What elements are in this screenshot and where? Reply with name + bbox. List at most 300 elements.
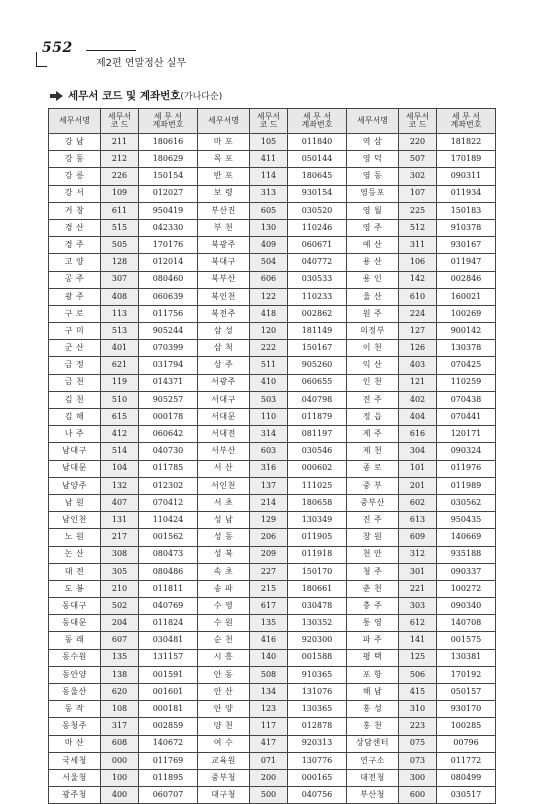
office-name-cell: 도 봉 [49, 580, 101, 597]
office-name-cell: 군 산 [49, 340, 101, 357]
office-code-cell: 121 [399, 374, 437, 391]
office-name-cell: 안 양 [198, 701, 250, 718]
office-name-cell: 남양주 [49, 477, 101, 494]
account-number-cell: 080486 [139, 563, 198, 580]
account-number-cell: 011811 [139, 580, 198, 597]
table-row [49, 134, 496, 151]
table-row [49, 288, 496, 305]
account-number-cell: 040798 [288, 391, 347, 408]
table-row [49, 580, 496, 597]
office-name-cell: 영 덕 [347, 151, 399, 168]
office-name-cell: 연구소 [347, 752, 399, 769]
table-row [49, 494, 496, 511]
account-number-cell: 011769 [139, 752, 198, 769]
office-name-cell: 통 영 [347, 615, 399, 632]
account-number-cell: 012014 [139, 254, 198, 271]
office-code-cell: 407 [101, 494, 139, 511]
office-name-cell: 상담센터 [347, 735, 399, 752]
office-code-cell: 603 [250, 443, 288, 460]
office-name-cell: 시 흥 [198, 649, 250, 666]
account-number-cell: 930154 [288, 185, 347, 202]
account-number-cell: 060655 [288, 374, 347, 391]
office-name-cell: 삼 성 [198, 323, 250, 340]
table-row [49, 546, 496, 563]
office-code-cell: 123 [250, 701, 288, 718]
account-number-cell: 910365 [288, 666, 347, 683]
office-name-cell: 울 산 [347, 288, 399, 305]
office-name-cell: 북광주 [198, 237, 250, 254]
table-row [49, 168, 496, 185]
account-number-cell: 100269 [437, 305, 496, 322]
account-number-cell: 100285 [437, 718, 496, 735]
office-code-cell: 512 [399, 219, 437, 236]
account-number-cell: 950419 [139, 202, 198, 219]
office-code-cell: 117 [250, 718, 288, 735]
account-number-cell: 900142 [437, 323, 496, 340]
office-code-cell: 510 [101, 391, 139, 408]
office-name-cell: 정 읍 [347, 409, 399, 426]
office-code-cell: 506 [399, 666, 437, 683]
office-code-cell: 513 [101, 323, 139, 340]
office-code-cell: 131 [101, 512, 139, 529]
office-code-cell: 109 [101, 185, 139, 202]
office-name-cell: 북전주 [198, 305, 250, 322]
account-number-cell: 011989 [437, 477, 496, 494]
account-number-cell: 060671 [288, 237, 347, 254]
office-code-cell: 417 [250, 735, 288, 752]
office-name-cell: 용 산 [347, 254, 399, 271]
office-name-cell: 영등포 [347, 185, 399, 202]
account-number-cell: 040730 [139, 443, 198, 460]
office-name-cell: 강 동 [49, 151, 101, 168]
office-name-cell: 강 서 [49, 185, 101, 202]
account-number-cell: 950435 [437, 512, 496, 529]
table-row [49, 684, 496, 701]
office-name-cell: 영 월 [347, 202, 399, 219]
office-code-cell: 120 [250, 323, 288, 340]
office-name-cell: 북부산 [198, 271, 250, 288]
office-code-cell: 071 [250, 752, 288, 769]
account-number-cell: 050157 [437, 684, 496, 701]
office-code-cell: 607 [101, 632, 139, 649]
office-code-cell: 225 [399, 202, 437, 219]
office-code-cell: 204 [101, 615, 139, 632]
office-name-cell: 부 천 [198, 219, 250, 236]
column-header: 세무서명 [198, 109, 250, 134]
office-code-cell: 608 [101, 735, 139, 752]
office-code-cell: 211 [101, 134, 139, 151]
office-code-cell: 129 [250, 512, 288, 529]
office-name-cell: 북대구 [198, 254, 250, 271]
account-number-cell: 070399 [139, 340, 198, 357]
office-code-cell: 125 [399, 649, 437, 666]
account-number-cell: 181149 [288, 323, 347, 340]
office-code-cell: 105 [250, 134, 288, 151]
office-name-cell: 서인천 [198, 477, 250, 494]
account-number-cell: 110424 [139, 512, 198, 529]
account-number-cell: 905244 [139, 323, 198, 340]
office-code-cell: 317 [101, 718, 139, 735]
table-row [49, 202, 496, 219]
account-number-cell: 080473 [139, 546, 198, 563]
account-number-cell: 130776 [288, 752, 347, 769]
chapter-title: 제2편 연말정산 실무 [96, 58, 186, 69]
office-code-cell: 313 [250, 185, 288, 202]
account-number-cell: 030533 [288, 271, 347, 288]
office-code-cell: 220 [399, 134, 437, 151]
office-name-cell: 논 산 [49, 546, 101, 563]
account-number-cell: 080499 [437, 769, 496, 786]
account-number-cell: 001601 [139, 684, 198, 701]
office-name-cell: 목 포 [198, 151, 250, 168]
account-number-cell: 040772 [288, 254, 347, 271]
account-number-cell: 935188 [437, 546, 496, 563]
account-number-cell: 120171 [437, 426, 496, 443]
office-name-cell: 나 주 [49, 426, 101, 443]
account-number-cell: 040756 [288, 787, 347, 804]
account-number-cell: 150183 [437, 202, 496, 219]
office-name-cell: 강 남 [49, 134, 101, 151]
table-row [49, 787, 496, 804]
office-name-cell: 속 초 [198, 563, 250, 580]
arrow-right-icon [50, 91, 64, 101]
office-code-cell: 227 [250, 563, 288, 580]
table-row [49, 426, 496, 443]
table-row [49, 254, 496, 271]
account-number-cell: 00796 [437, 735, 496, 752]
account-number-cell: 011947 [437, 254, 496, 271]
office-code-cell: 410 [250, 374, 288, 391]
account-number-cell: 030481 [139, 632, 198, 649]
account-number-cell: 011785 [139, 460, 198, 477]
office-name-cell: 용 인 [347, 271, 399, 288]
office-code-cell: 224 [399, 305, 437, 322]
office-code-cell: 130 [250, 219, 288, 236]
office-code-cell: 311 [399, 237, 437, 254]
page-header [36, 40, 516, 80]
office-code-cell: 303 [399, 598, 437, 615]
account-number-cell: 080460 [139, 271, 198, 288]
account-number-cell: 110233 [288, 288, 347, 305]
column-header: 세무서 코 드 [101, 109, 139, 134]
office-code-cell: 214 [250, 494, 288, 511]
table-row [49, 151, 496, 168]
office-name-cell: 전 주 [347, 391, 399, 408]
account-number-cell: 011756 [139, 305, 198, 322]
office-name-cell: 영 주 [347, 219, 399, 236]
table-row [49, 769, 496, 786]
account-number-cell: 131157 [139, 649, 198, 666]
table-row [49, 701, 496, 718]
account-number-cell: 090324 [437, 443, 496, 460]
office-name-cell: 중부청 [198, 769, 250, 786]
account-number-cell: 060642 [139, 426, 198, 443]
account-number-cell: 181822 [437, 134, 496, 151]
account-number-cell: 130349 [288, 512, 347, 529]
account-number-cell: 140669 [437, 529, 496, 546]
account-number-cell: 905257 [139, 391, 198, 408]
table-row [49, 529, 496, 546]
account-number-cell: 001591 [139, 666, 198, 683]
office-code-cell: 611 [101, 202, 139, 219]
account-number-cell: 014371 [139, 374, 198, 391]
office-name-cell: 마 산 [49, 735, 101, 752]
table-row [49, 237, 496, 254]
account-number-cell: 011905 [288, 529, 347, 546]
account-number-cell: 050144 [288, 151, 347, 168]
account-number-cell: 001562 [139, 529, 198, 546]
account-number-cell: 920300 [288, 632, 347, 649]
account-number-cell: 040769 [139, 598, 198, 615]
account-number-cell: 090340 [437, 598, 496, 615]
office-code-cell: 402 [399, 391, 437, 408]
table-row [49, 563, 496, 580]
account-number-cell: 070441 [437, 409, 496, 426]
table-row [49, 512, 496, 529]
office-name-cell: 대전청 [347, 769, 399, 786]
office-name-cell: 동청주 [49, 718, 101, 735]
office-code-cell: 613 [399, 512, 437, 529]
office-code-cell: 223 [399, 718, 437, 735]
office-code-cell: 301 [399, 563, 437, 580]
office-name-cell: 서 산 [198, 460, 250, 477]
account-number-cell: 070412 [139, 494, 198, 511]
office-name-cell: 삼 척 [198, 340, 250, 357]
office-code-cell: 612 [399, 615, 437, 632]
account-number-cell: 930167 [437, 237, 496, 254]
office-code-cell: 137 [250, 477, 288, 494]
office-code-cell: 222 [250, 340, 288, 357]
table-row [49, 323, 496, 340]
office-code-cell: 110 [250, 409, 288, 426]
office-code-cell: 404 [399, 409, 437, 426]
account-number-cell: 180629 [139, 151, 198, 168]
office-name-cell: 평 택 [347, 649, 399, 666]
office-code-cell: 215 [250, 580, 288, 597]
account-number-cell: 070438 [437, 391, 496, 408]
office-code-cell: 100 [101, 769, 139, 786]
account-number-cell: 011772 [437, 752, 496, 769]
account-number-cell: 930170 [437, 701, 496, 718]
office-name-cell: 동 래 [49, 632, 101, 649]
office-name-cell: 서대문 [198, 409, 250, 426]
office-name-cell: 대 전 [49, 563, 101, 580]
account-number-cell: 012878 [288, 718, 347, 735]
office-code-cell: 408 [101, 288, 139, 305]
office-code-cell: 403 [399, 357, 437, 374]
office-name-cell: 교육원 [198, 752, 250, 769]
office-name-cell: 부산진 [198, 202, 250, 219]
account-number-cell: 170176 [139, 237, 198, 254]
office-code-cell: 201 [399, 477, 437, 494]
office-name-cell: 여 수 [198, 735, 250, 752]
account-number-cell: 170189 [437, 151, 496, 168]
office-code-cell: 606 [250, 271, 288, 288]
office-name-cell: 포 항 [347, 666, 399, 683]
account-number-cell: 090337 [437, 563, 496, 580]
office-name-cell: 수 원 [198, 615, 250, 632]
account-number-cell: 110246 [288, 219, 347, 236]
office-name-cell: 순 천 [198, 632, 250, 649]
office-name-cell: 동대구 [49, 598, 101, 615]
table-body [49, 134, 496, 804]
office-name-cell: 송 파 [198, 580, 250, 597]
account-number-cell: 070425 [437, 357, 496, 374]
office-code-cell: 416 [250, 632, 288, 649]
office-code-cell: 132 [101, 477, 139, 494]
table-row [49, 649, 496, 666]
table-row [49, 185, 496, 202]
office-name-cell: 천 안 [347, 546, 399, 563]
account-number-cell: 011918 [288, 546, 347, 563]
column-header: 세 무 서 계좌번호 [139, 109, 198, 134]
account-number-cell: 000181 [139, 701, 198, 718]
office-code-cell: 412 [101, 426, 139, 443]
office-code-cell: 206 [250, 529, 288, 546]
office-name-cell: 동대문 [49, 615, 101, 632]
account-number-cell: 180616 [139, 134, 198, 151]
office-code-cell: 200 [250, 769, 288, 786]
office-name-cell: 중 부 [347, 477, 399, 494]
column-header: 세 무 서 계좌번호 [288, 109, 347, 134]
table-row [49, 305, 496, 322]
office-name-cell: 국세청 [49, 752, 101, 769]
office-code-cell: 212 [101, 151, 139, 168]
office-name-cell: 구 로 [49, 305, 101, 322]
table-header-row [49, 109, 496, 134]
office-code-cell: 312 [399, 546, 437, 563]
office-name-cell: 창 원 [347, 529, 399, 546]
account-number-cell: 011879 [288, 409, 347, 426]
office-name-cell: 홍 성 [347, 701, 399, 718]
office-code-cell: 411 [250, 151, 288, 168]
account-number-cell: 012302 [139, 477, 198, 494]
office-code-cell: 310 [399, 701, 437, 718]
office-code-cell: 514 [101, 443, 139, 460]
office-code-cell: 409 [250, 237, 288, 254]
column-header: 세무서 코 드 [250, 109, 288, 134]
account-number-cell: 140708 [437, 615, 496, 632]
office-code-cell: 138 [101, 666, 139, 683]
office-code-cell: 126 [399, 340, 437, 357]
table-row [49, 752, 496, 769]
office-code-cell: 128 [101, 254, 139, 271]
account-number-cell: 130365 [288, 701, 347, 718]
office-code-cell: 104 [101, 460, 139, 477]
office-code-cell: 308 [101, 546, 139, 563]
section-subtitle: (가나다순) [180, 92, 223, 102]
office-name-cell: 동 작 [49, 701, 101, 718]
office-code-cell: 217 [101, 529, 139, 546]
account-number-cell: 180658 [288, 494, 347, 511]
office-code-cell: 127 [399, 323, 437, 340]
office-code-cell: 620 [101, 684, 139, 701]
section-title [50, 88, 222, 103]
account-number-cell: 000165 [288, 769, 347, 786]
office-code-cell: 605 [250, 202, 288, 219]
office-name-cell: 춘 천 [347, 580, 399, 597]
account-number-cell: 060707 [139, 787, 198, 804]
account-number-cell: 920313 [288, 735, 347, 752]
account-number-cell: 001588 [288, 649, 347, 666]
table-row [49, 632, 496, 649]
account-number-cell: 180661 [288, 580, 347, 597]
office-code-cell: 134 [250, 684, 288, 701]
table-row [49, 598, 496, 615]
table-row [49, 460, 496, 477]
office-name-cell: 익 산 [347, 357, 399, 374]
office-name-cell: 파 주 [347, 632, 399, 649]
office-code-cell: 114 [250, 168, 288, 185]
office-name-cell: 거 창 [49, 202, 101, 219]
account-number-cell: 905260 [288, 357, 347, 374]
office-name-cell: 역 삼 [347, 134, 399, 151]
account-number-cell: 011840 [288, 134, 347, 151]
office-name-cell: 해 남 [347, 684, 399, 701]
account-number-cell: 090311 [437, 168, 496, 185]
office-name-cell: 제 주 [347, 426, 399, 443]
office-name-cell: 김 해 [49, 409, 101, 426]
office-name-cell: 동울산 [49, 684, 101, 701]
office-code-cell: 314 [250, 426, 288, 443]
account-number-cell: 011824 [139, 615, 198, 632]
office-name-cell: 수 영 [198, 598, 250, 615]
office-name-cell: 서대구 [198, 391, 250, 408]
office-code-cell: 415 [399, 684, 437, 701]
account-number-cell: 110259 [437, 374, 496, 391]
account-number-cell: 100272 [437, 580, 496, 597]
office-name-cell: 동수원 [49, 649, 101, 666]
office-name-cell: 북인천 [198, 288, 250, 305]
account-number-cell: 131076 [288, 684, 347, 701]
office-code-cell: 600 [399, 787, 437, 804]
office-code-cell: 621 [101, 357, 139, 374]
office-name-cell: 안 산 [198, 684, 250, 701]
account-number-cell: 150170 [288, 563, 347, 580]
office-name-cell: 남대구 [49, 443, 101, 460]
account-number-cell: 030546 [288, 443, 347, 460]
office-name-cell: 남대문 [49, 460, 101, 477]
office-code-cell: 075 [399, 735, 437, 752]
office-code-cell: 505 [101, 237, 139, 254]
office-code-cell: 617 [250, 598, 288, 615]
office-name-cell: 금 정 [49, 357, 101, 374]
account-number-cell: 030562 [437, 494, 496, 511]
office-code-cell: 316 [250, 460, 288, 477]
account-number-cell: 170192 [437, 666, 496, 683]
office-code-cell: 122 [250, 288, 288, 305]
column-header: 세무서 코 드 [399, 109, 437, 134]
office-name-cell: 영 동 [347, 168, 399, 185]
office-code-cell: 101 [399, 460, 437, 477]
office-code-cell: 135 [250, 615, 288, 632]
page-number: 552 [42, 40, 73, 56]
account-number-cell: 130352 [288, 615, 347, 632]
office-code-cell: 221 [399, 580, 437, 597]
office-code-cell: 140 [250, 649, 288, 666]
table-row [49, 666, 496, 683]
account-number-cell: 030520 [288, 202, 347, 219]
header-rule [86, 50, 136, 51]
office-name-cell: 중부산 [347, 494, 399, 511]
office-code-cell: 609 [399, 529, 437, 546]
office-code-cell: 210 [101, 580, 139, 597]
account-number-cell: 002859 [139, 718, 198, 735]
table-row [49, 615, 496, 632]
table-row [49, 443, 496, 460]
table-row [49, 357, 496, 374]
office-name-cell: 청 주 [347, 563, 399, 580]
